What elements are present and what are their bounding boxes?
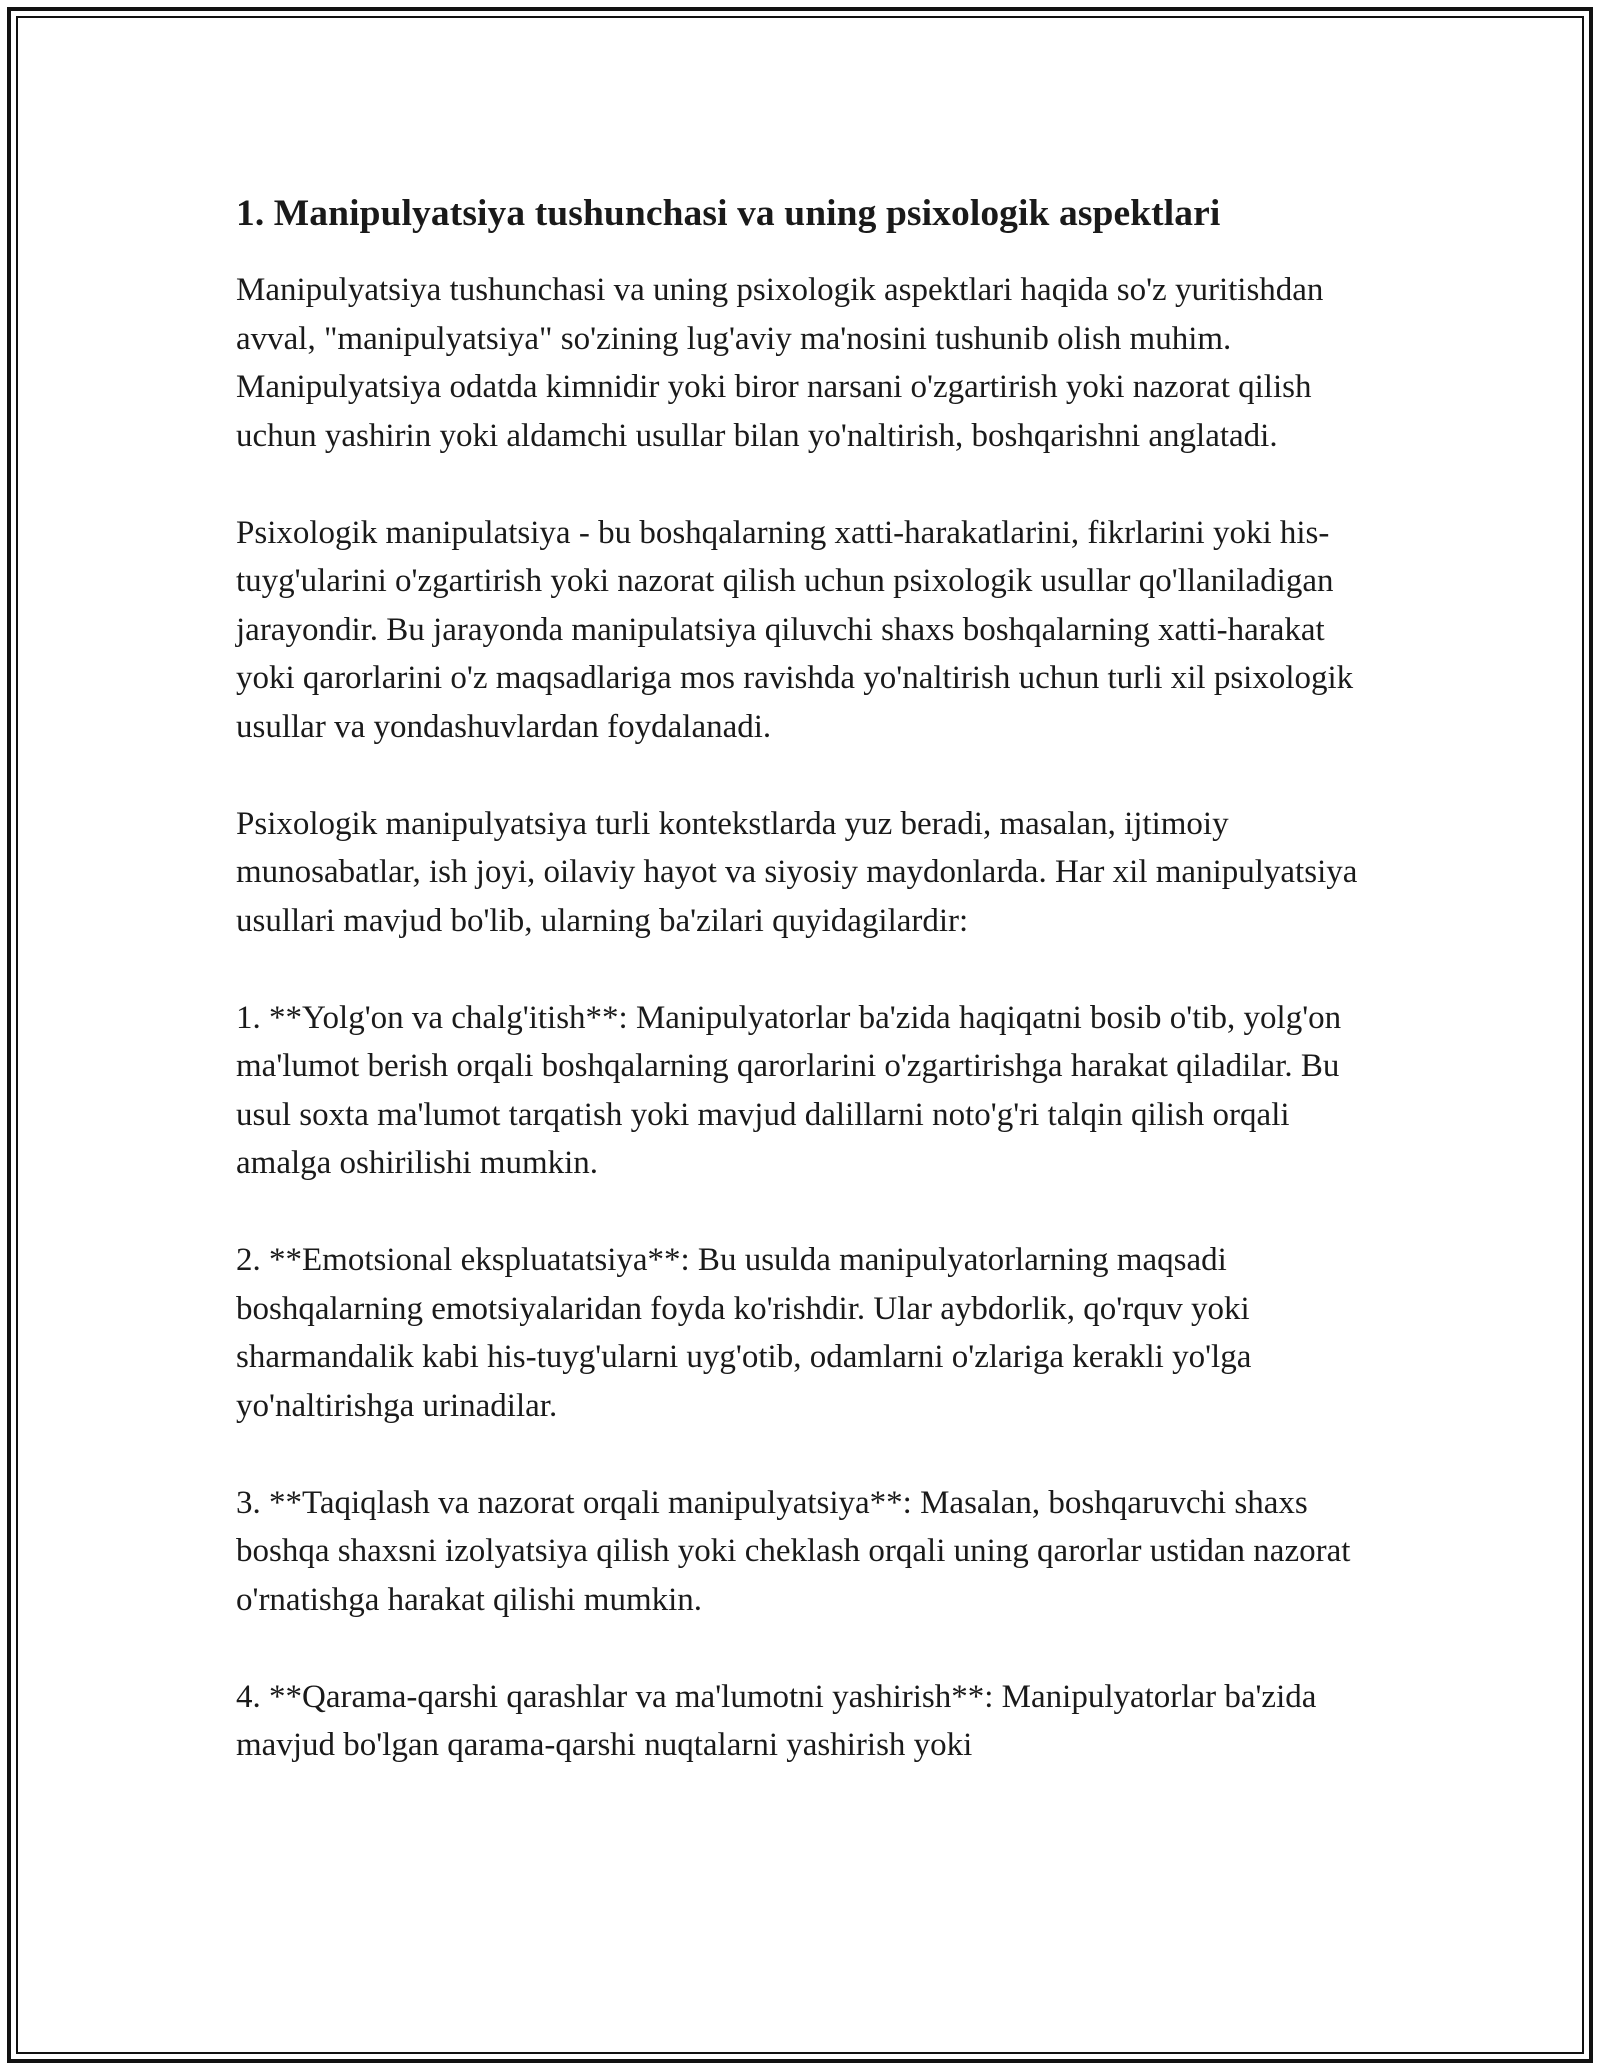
list-item-lies-distraction: 1. **Yolg'on va chalg'itish**: Manipulyatorlar ba'zida haqiqatni bosib o'tib, yolg'on ma'lumot berish orqali boshqalarning qarorlarini o'zgartirishga harakat qiladilar. Bu usul soxta ma'lumot tarqatish yoki mavjud dalillarni noto'g'ri talqin qilish orqali amalga oshirilishi mumkin. xyxy=(236,999,1342,1181)
paragraph-contexts: Psixologik manipulyatsiya turli kontekstlarda yuz beradi, masalan, ijtimoiy munosabatlar, ish joyi, oilaviy hayot va siyosiy maydonlarda. Har xil manipulyatsiya usullari mavjud bo'lib, ularning ba'zilari quyidagilardir: xyxy=(236,805,1358,939)
document-body xyxy=(236,184,1376,1770)
paragraph-psychological-manipulation: Psixologik manipulatsiya - bu boshqalarning xatti-harakatlarini, fikrlarini yoki his-tuyg'ularini o'zgartirish yoki nazorat qilish uchun psixologik usullar qo'llaniladigan jarayondir. Bu jarayonda manipulatsiya qiluvchi shaxs boshqalarning xatti-harakat yoki qarorlarini o'z maqsadlariga mos ravishda yo'naltirish uchun turli xil psixologik usullar va yondashuvlardan foydalanadi. xyxy=(236,514,1354,745)
list-item-restriction-control: 3. **Taqiqlash va nazorat orqali manipulyatsiya**: Masalan, boshqaruvchi shaxs boshqa shaxsni izolyatsiya qilish yoki cheklash orqali uning qarorlar ustidan nazorat o'rnatishga harakat qilishi mumkin. xyxy=(236,1484,1351,1618)
section-heading: 1. Manipulyatsiya tushunchasi va uning psixologik aspektlari xyxy=(236,193,1221,234)
list-item-emotional-exploitation: 2. **Emotsional ekspluatatsiya**: Bu usulda manipulyatorlarning maqsadi boshqalarning emotsiyalaridan foyda ko'rishdir. Ular aybdorlik, qo'rquv yoki sharmandalik kabi his-tuyg'ularni uyg'otib, odamlarni o'zlariga kerakli yo'lga yo'naltirishga urinadilar. xyxy=(236,1242,1252,1424)
paragraph-definition: Manipulyatsiya tushunchasi va uning psixologik aspektlari haqida so'z yuritishdan avval, "manipulyatsiya" so'zining lug'aviy ma'nosini tushunib olish muhim. Manipulyatsiya odatda kimnidir yoki biror narsani o'zgartirish yoki nazorat qilish uchun yashirin yoki aldamchi usullar bilan yo'naltirish, boshqarishni anglatadi. xyxy=(236,272,1324,454)
list-item-contradictory-views: 4. **Qarama-qarshi qarashlar va ma'lumotni yashirish**: Manipulyatorlar ba'zida mavjud bo'lgan qarama-qarshi nuqtalarni yashirish yoki xyxy=(236,1678,1317,1763)
